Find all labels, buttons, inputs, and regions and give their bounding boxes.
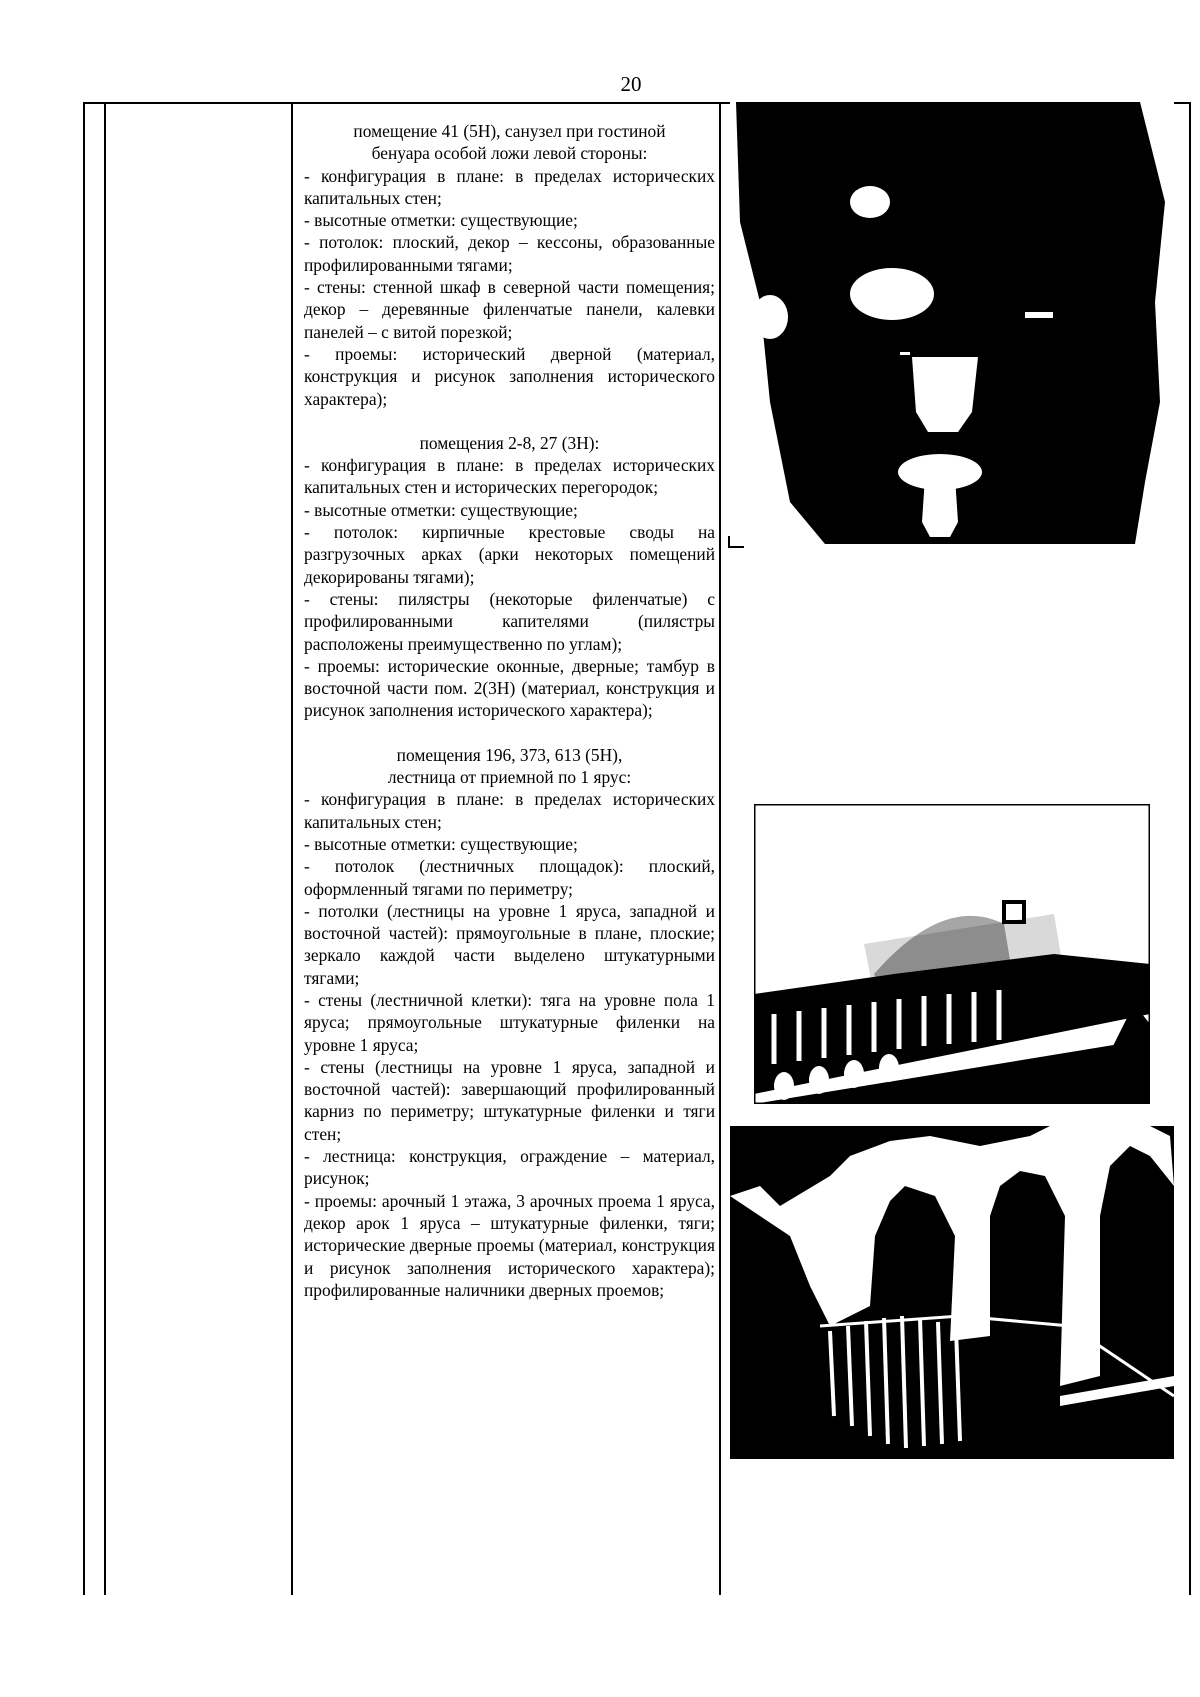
description-column bbox=[304, 120, 715, 1323]
list-item: - стены (лестничной клетки): тяга на уровне пола 1 яруса; прямоугольные штукатурные филенки на уровне 1 яруса; bbox=[304, 989, 715, 1055]
section-title-line: помещения 2-8, 27 (3Н): bbox=[419, 432, 600, 453]
table-column-border bbox=[719, 102, 721, 1595]
section-title-line: бенуара особой ложи левой стороны: bbox=[371, 143, 648, 164]
list-item: - стены (лестницы на уровне 1 яруса, западной и восточной частей): завершающий профилированный карниз по периметру; штукатурные филенки и тяги стен; bbox=[304, 1056, 715, 1144]
section-rooms-196-373-613 bbox=[304, 744, 715, 1301]
section-title-line: помещения 196, 373, 613 (5Н), bbox=[396, 744, 623, 765]
photo-staircase-landing-image bbox=[754, 804, 1150, 1104]
photo-staircase-arches bbox=[730, 1126, 1174, 1459]
list-item: - стены: стенной шкаф в северной части помещения; декор – деревянные филенчатые панели, калевки панелей – с витой порезкой; bbox=[304, 277, 715, 342]
section-room-41 bbox=[304, 120, 715, 410]
list-item: - потолок: кирпичные крестовые своды на разгрузочных арках (арки некоторых помещений декорированы тягами); bbox=[304, 522, 715, 587]
list-item: - потолки (лестницы на уровне 1 яруса, западной и восточной частей): прямоугольные в плане, плоские; зеркало каждой части выделено штукатурными тягами; bbox=[304, 900, 715, 988]
section-rooms-2-8-27 bbox=[304, 432, 715, 722]
section-title bbox=[304, 120, 715, 165]
table-column-border bbox=[104, 102, 106, 1595]
table-column-border bbox=[1189, 102, 1191, 1595]
photo-corner-mark bbox=[728, 536, 744, 548]
section-title bbox=[304, 744, 715, 789]
page-number: 20 bbox=[620, 72, 642, 96]
list-item: - высотные отметки: существующие; bbox=[304, 499, 578, 520]
list-item: - конфигурация в плане: в пределах исторических капитальных стен и исторических перегородок; bbox=[304, 455, 715, 498]
list-item: - потолок (лестничных площадок): плоский, оформленный тягами по периметру; bbox=[304, 856, 715, 899]
section-title-line: лестница от приемной по 1 ярус: bbox=[387, 767, 632, 788]
list-item: - высотные отметки: существующие; bbox=[304, 210, 578, 231]
table-column-border bbox=[83, 102, 85, 1595]
list-item: - проемы: исторический дверной (материал, конструкция и рисунок заполнения исторического характера); bbox=[304, 343, 715, 409]
list-item: - проемы: исторические оконные, дверные; тамбур в восточной части пом. 2(3Н) (материал, конструкция и рисунок заполнения исторического характера); bbox=[304, 655, 715, 721]
section-title-line: помещение 41 (5Н), санузел при гостиной bbox=[353, 121, 666, 141]
photo-bathroom bbox=[730, 102, 1174, 544]
list-item: - конфигурация в плане: в пределах исторических капитальных стен; bbox=[304, 165, 715, 208]
table-column-border bbox=[291, 102, 293, 1595]
list-item: - стены: пилястры (некоторые филенчатые) с профилированными капителями (пилястры расположены преимущественно по углам); bbox=[304, 588, 715, 654]
list-item: - проемы: арочный 1 этажа, 3 арочных проема 1 яруса, декор арок 1 яруса – штукатурные филенки, тяги; исторические дверные проемы (материал, конструкция и рисунок заполнения исторического характера); профилированные наличники дверных проемов; bbox=[304, 1190, 715, 1300]
photo-staircase-arches-image bbox=[730, 1126, 1174, 1459]
photo-bathroom-image bbox=[730, 102, 1174, 544]
list-item: - высотные отметки: существующие; bbox=[304, 833, 578, 854]
list-item: - потолок: плоский, декор – кессоны, образованные профилированными тягами; bbox=[304, 232, 715, 275]
section-title bbox=[304, 432, 715, 454]
list-item: - лестница: конструкция, ограждение – материал, рисунок; bbox=[304, 1146, 715, 1189]
photo-staircase-landing bbox=[754, 804, 1150, 1104]
list-item: - конфигурация в плане: в пределах исторических капитальных стен; bbox=[304, 789, 715, 832]
